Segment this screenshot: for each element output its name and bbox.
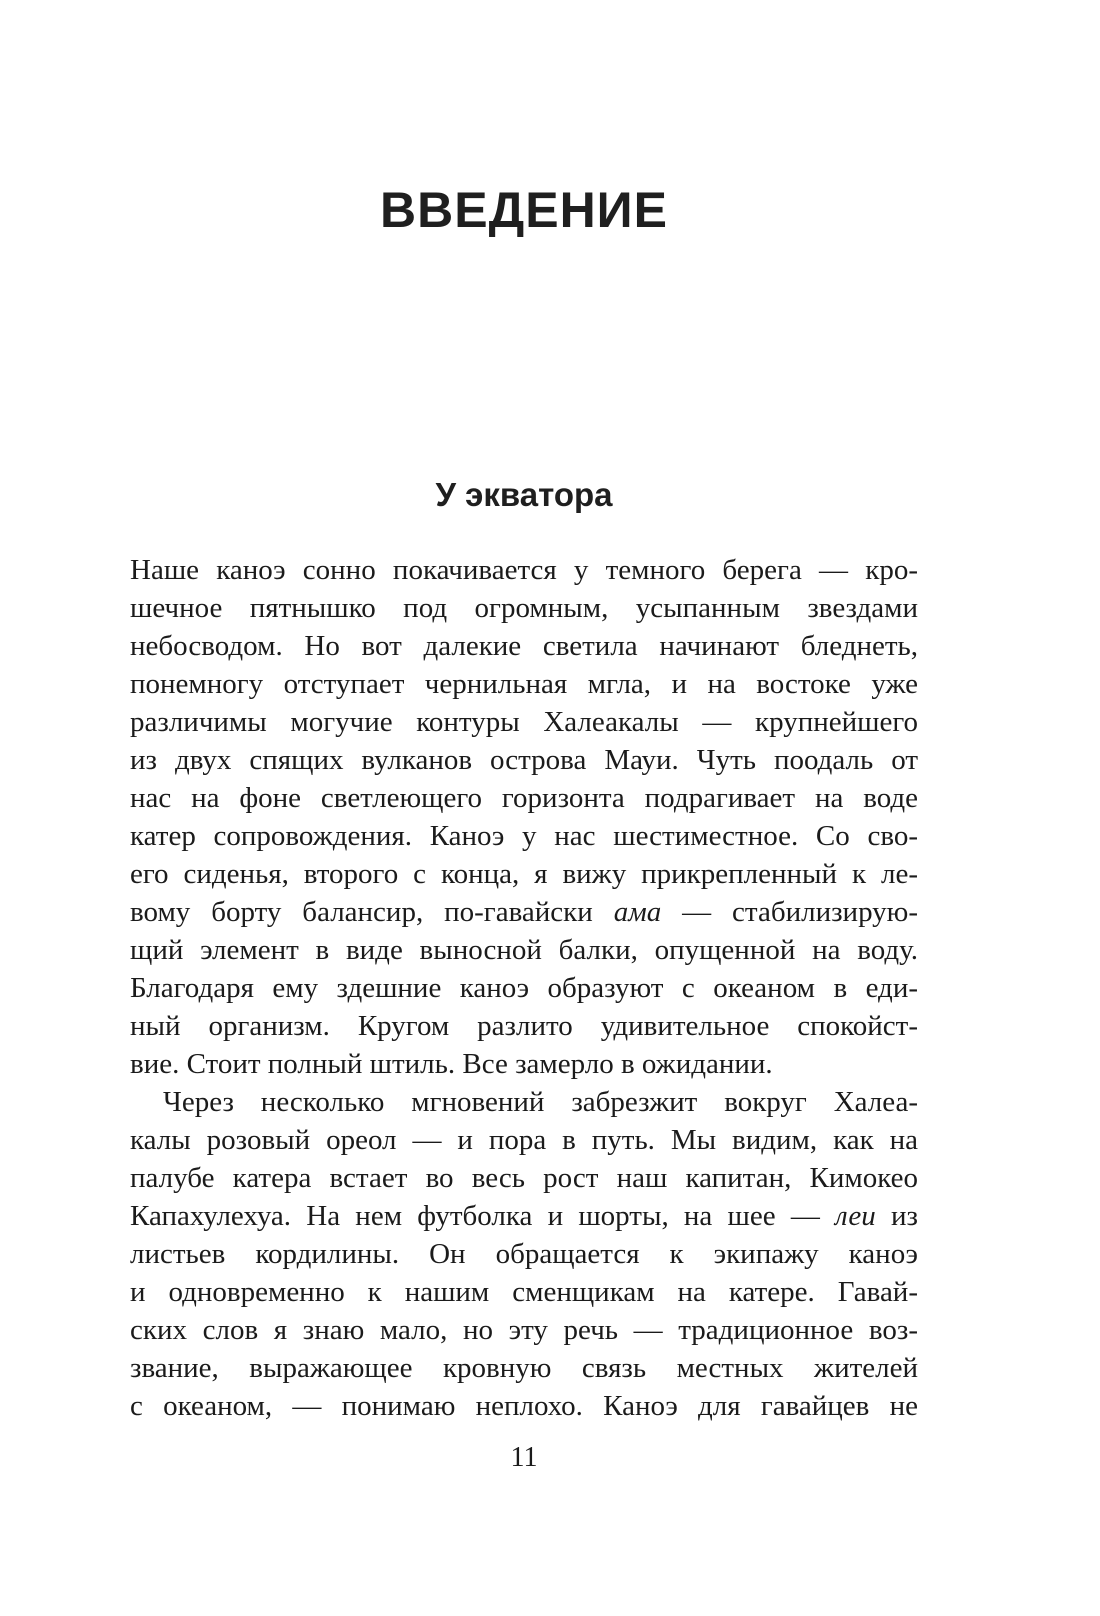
text-line — [130, 665, 918, 703]
text-segment: катер сопровождения. Каноэ у нас шестиместное. Со сво- — [130, 820, 918, 852]
chapter-title: ВВЕДЕНИЕ — [380, 182, 668, 238]
text-line — [130, 1121, 918, 1159]
text-segment: из двух спящих вулканов острова Мауи. Чуть поодаль от — [130, 744, 918, 776]
italic-text-segment: ама — [613, 896, 662, 928]
text-segment: небосводом. Но вот далекие светила начинают бледнеть, — [130, 630, 918, 662]
text-line — [130, 1197, 918, 1235]
text-line — [130, 855, 918, 893]
text-segment: различимы могучие контуры Халеакалы — крупнейшего — [130, 706, 918, 738]
text-line — [130, 1083, 918, 1121]
text-segment: Благодаря ему здешние каноэ образуют с океаном в еди- — [130, 972, 918, 1004]
text-line — [130, 817, 918, 855]
text-line — [130, 1235, 918, 1273]
text-line — [130, 703, 918, 741]
text-segment: Капахулехуа. На нем футболка и шорты, на шее — — [130, 1200, 836, 1232]
text-segment: его сиденья, второго с конца, я вижу прикрепленный к ле- — [130, 858, 918, 890]
text-segment: щий элемент в виде выносной балки, опущенной на воду. — [130, 934, 918, 966]
text-line — [130, 893, 918, 931]
text-segment: вому борту балансир, по-гавайски — [130, 896, 614, 928]
text-line — [130, 1273, 918, 1311]
text-line — [130, 779, 918, 817]
text-segment: звание, выражающее кровную связь местных жителей — [130, 1352, 918, 1384]
italic-text-segment: леи — [835, 1200, 876, 1232]
text-segment: шечное пятнышко под огромным, усыпанным звездами — [130, 592, 918, 624]
text-line — [130, 1045, 918, 1083]
text-segment: нас на фоне светлеющего горизонта подрагивает на воде — [130, 782, 918, 814]
text-line — [130, 1159, 918, 1197]
text-segment: понемногу отступает чернильная мгла, и на востоке уже — [130, 668, 918, 700]
text-line — [130, 627, 918, 665]
section-heading: У экватора — [435, 476, 613, 513]
text-line — [130, 969, 918, 1007]
text-line — [130, 1007, 918, 1045]
text-line — [130, 741, 918, 779]
text-segment: Через несколько мгновений забрезжит вокруг Халеа- — [163, 1086, 918, 1118]
page-number: 11 — [510, 1442, 538, 1473]
text-segment: и одновременно к нашим сменщикам на катере. Гавай- — [130, 1276, 918, 1308]
text-segment: Наше каноэ сонно покачивается у темного берега — кро- — [130, 554, 918, 586]
text-segment: ный организм. Кругом разлито удивительное спокойст- — [130, 1010, 918, 1042]
text-line — [130, 1349, 918, 1387]
text-segment: ских слов я знаю мало, но эту речь — традиционное воз- — [130, 1314, 918, 1346]
body-text — [130, 551, 918, 1425]
text-line — [130, 589, 918, 627]
text-segment: с океаном, — понимаю неплохо. Каноэ для гавайцев не — [130, 1390, 918, 1422]
text-segment: палубе катера встает во весь рост наш капитан, Кимокео — [130, 1162, 918, 1194]
text-line — [130, 931, 918, 969]
text-segment: калы розовый ореол — и пора в путь. Мы видим, как на — [130, 1124, 918, 1156]
text-segment: вие. Стоит полный штиль. Все замерло в ожидании. — [130, 1048, 773, 1080]
text-segment: — стабилизирую- — [661, 896, 918, 928]
text-line — [130, 551, 918, 589]
text-segment: из — [875, 1200, 918, 1232]
text-segment: листьев кордилины. Он обращается к экипажу каноэ — [130, 1238, 918, 1270]
text-line — [130, 1387, 918, 1425]
text-line — [130, 1311, 918, 1349]
